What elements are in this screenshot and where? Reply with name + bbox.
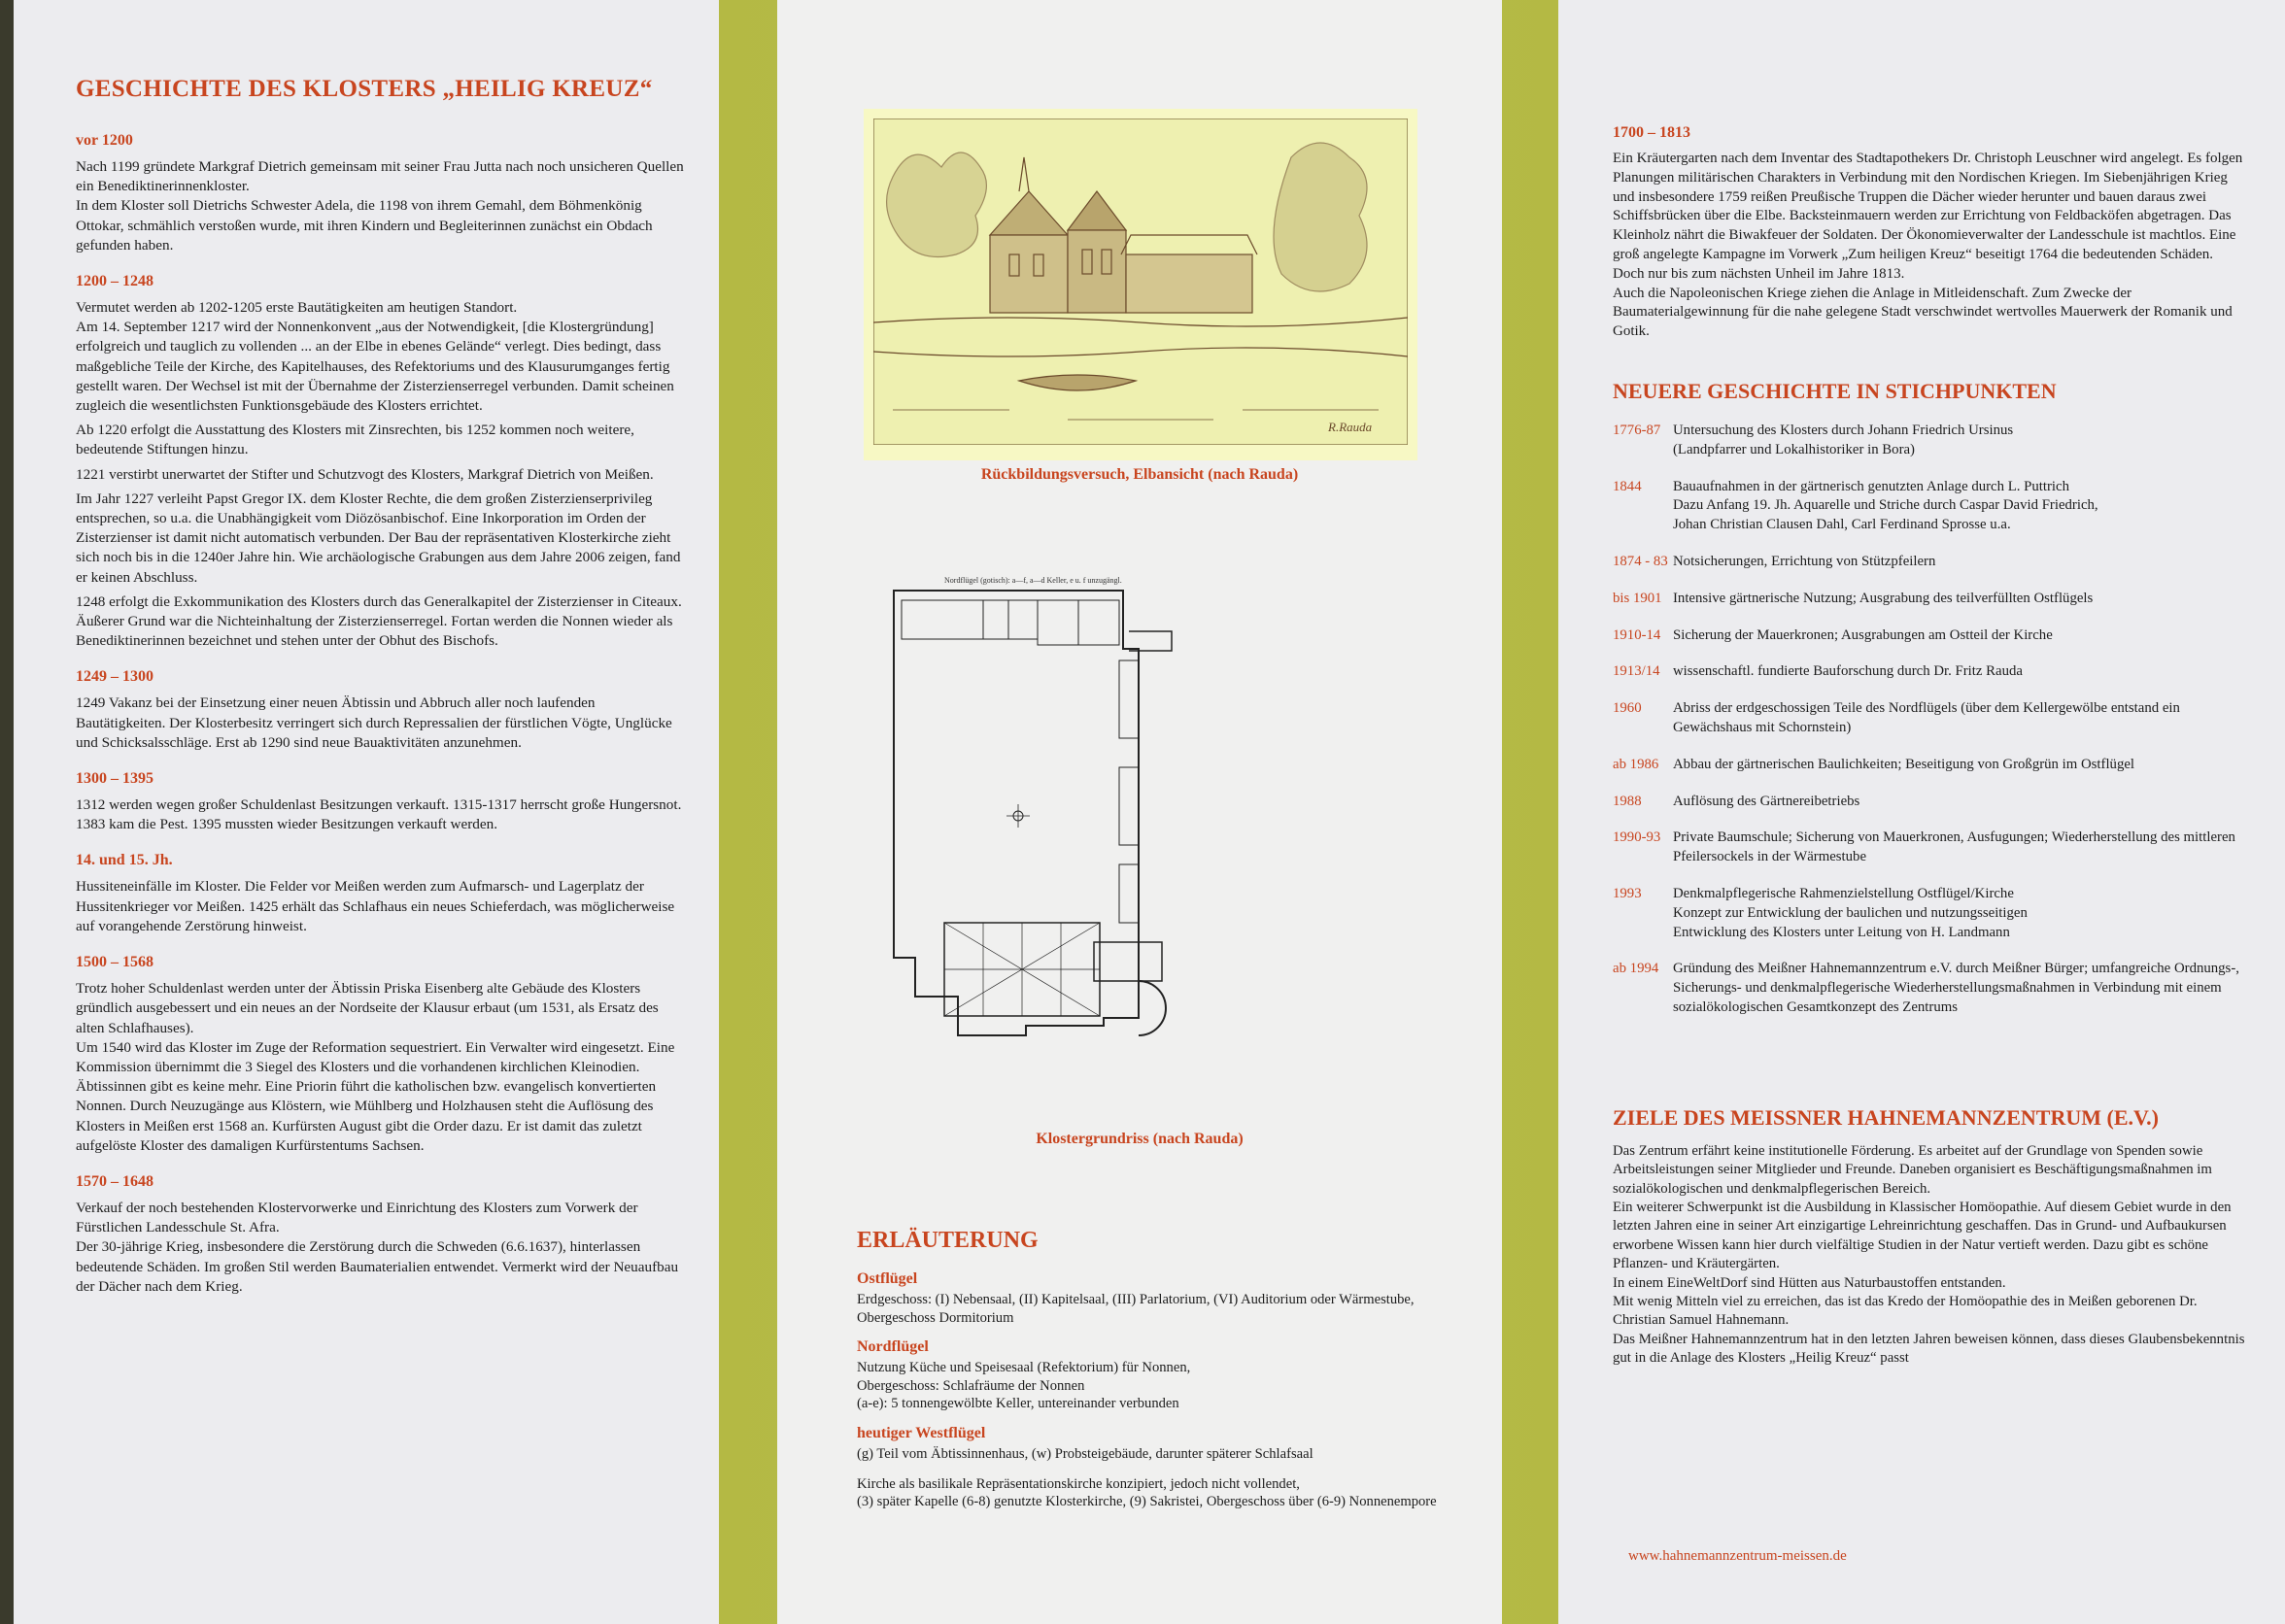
timeline-text: wissenschaftl. fundierte Bauforschung durch Dr. Fritz Rauda	[1673, 663, 2023, 680]
timeline-row	[1613, 553, 2246, 572]
monastery-floor-plan	[886, 573, 1181, 1053]
history-title: GESCHICHTE DES KLOSTERS „HEILIG KREUZ“	[76, 76, 653, 102]
timeline-text: Notsicherungen, Errichtung von Stützpfeilern	[1673, 553, 1936, 569]
section-year: 14. und 15. Jh.	[76, 852, 173, 869]
explanation-text: Nutzung Küche und Speisesaal (Refektorium) für Nonnen, Obergeschoss: Schlafräume der Nonnen (a-e): 5 tonnengewölbte Keller, untereinander verbunden	[857, 1360, 1191, 1412]
timeline-title: NEUERE GESCHICHTE IN STICHPUNKTEN	[1613, 378, 2057, 403]
explanation-list	[857, 1270, 1440, 1523]
section-paragraph: 1221 verstirbt unerwartet der Stifter und Schutzvogt des Klosters, Markgraf Dietrich von Meißen.	[76, 465, 654, 483]
timeline-text: Sicherung der Mauerkronen; Ausgrabungen am Ostteil der Kirche	[1673, 626, 2053, 643]
history-panel	[14, 0, 719, 1624]
timeline-year: 1913/14	[1613, 663, 1660, 680]
goals-title: ZIELE DES MEISSNER HAHNEMANNZENTRUM (E.V.)	[1613, 1104, 2159, 1130]
timeline-year: 1910-14	[1613, 626, 1661, 643]
section-paragraph: Hussiteneinfälle im Kloster. Die Felder vor Meißen werden zum Aufmarsch- und Lagerplatz der Hussitenkrieger vor Meißen. 1425 erhält das Schlafhaus ein neues Schieferdach, was möglicherweise auf vorangehende Zerstörung hinweist.	[76, 878, 675, 934]
section-paragraph: Nach 1199 gründete Markgraf Dietrich gemeinsam mit seiner Frau Jutta nach noch unsicheren Quellen ein Benediktinerinnenkloster. In dem Kloster soll Dietrichs Schwester Adela, die 1198 von ihrem Gemahl, dem Böhmenkönig Ottokar, schmählich verstoßen wurde, mit ihren Kindern und Begleiterinnen zunächst ein Obdach gefunden haben.	[76, 158, 684, 254]
timeline-text: Private Baumschule; Sicherung von Mauerkronen, Ausfugungen; Wiederherstellung des mittleren Pfeilersockels in der Wärmestube	[1673, 829, 2235, 865]
left-edge-shadow	[0, 0, 14, 1624]
section-year: 1249 – 1300	[76, 668, 153, 686]
timeline-row	[1613, 478, 2246, 535]
intro-text: Ein Kräutergarten nach dem Inventar des Stadtapothekers Dr. Christoph Leuschner wird angelegt. Es folgen Planungen militärischen Charakters in Verbindung mit den Nordischen Kriegen. Im Siebenjährigen Krieg und insbesondere 1759 reißen Preußische Truppen die Dächer wieder herunter und bauen daraus zwei Schiffsbrücken über die Elbe. Backsteinmauern werden zur Errichtung von Feldbacköfen abgetragen. Das Kleinholz nährt die Biwakfeuer der Soldaten. Der Ökonomieverwalter der Landesschule ist machtlos. Eine groß angelegte Kampagne im Vorwerk „Zum heiligen Kreuz“ beseitigt 1764 die bedeutenden Schäden. Doch nur bis zum nächsten Unheil im Jahre 1813. Auch die Napoleonischen Kriege ziehen die Anlage in Mitleidenschaft. Zum Zwecke der Baumaterialgewinnung für die nahe gelegene Stadt verschwindet wertvolles Mauerwerk der Romanik und Gotik.	[1613, 151, 2243, 340]
timeline-row	[1613, 960, 2246, 1017]
timeline-text: Abriss der erdgeschossigen Teile des Nordflügels (über dem Kellergewölbe entstand ein Gewächshaus mit Schornstein)	[1673, 700, 2180, 735]
illustration-panel	[777, 0, 1502, 1624]
section-paragraph: Ab 1220 erfolgt die Ausstattung des Klosters mit Zinsrechten, bis 1252 kommen noch weitere, bedeutende Stiftungen hinzu.	[76, 422, 634, 458]
timeline-text: Gründung des Meißner Hahnemannzentrum e.V. durch Meißner Bürger; umfangreiche Ordnungs-, Sicherungs- und denkmalpflegerische Wiederherstellungsmaßnahmen in Verbindung mit einem sozialökologischen Gesamtkonzept des Zentrums	[1673, 961, 2239, 1015]
explanation-text: Kirche als basilikale Repräsentationskirche konzipiert, jedoch nicht vollendet, (3) später Kapelle (6-8) genutzte Klosterkirche, (9) Sakristei, Obergeschoss über (6-9) Nonnenempore	[857, 1475, 1437, 1510]
timeline-year: bis 1901	[1613, 590, 1662, 606]
timeline-row	[1613, 626, 2246, 646]
goals-text: Das Zentrum erfährt keine institutionelle Förderung. Es arbeitet auf der Grundlage von Spenden sowie Arbeitsleistungen seiner Mitglieder und Freunde. Daneben organisiert es Beschäftigungsmaßnahmen im sozialökologischen und denkmalpflegerischen Bereich. Ein weiterer Schwerpunkt ist die Ausbildung in Klassischer Homöopathie. Auf diesem Gebiet wurde in den letzten Jahren eine in seiner Art einzigartige Lehreinrichtung geschaffen. Das in Grund- und Aufbaukursen erworbene Wissen kann hier durch vielfältige Studien in der Natur vertieft werden. Dazu gibt es schöne Pflanzen- und Kräutergärten. In einem EineWeltDorf sind Hütten aus Naturbaustoffen entstanden. Mit wenig Mitteln viel zu erreichen, das ist das Kredo der Homöopathie des in Meißen geborenen Dr. Christian Samuel Hahnemann. Das Meißner Hahnemannzentrum hat in den letzten Jahren beweisen können, dass dieses Glaubensbekenntnis gut in die Anlage des Klosters „Heilig Kreuz“ passt	[1613, 1142, 2245, 1367]
section-paragraph: Trotz hoher Schuldenlast werden unter der Äbtissin Priska Eisenberg alte Gebäude des Klosters gründlich ausgebessert und ein neues an der Nordseite der Klausur erbaut (um 1531, als Ersatz des alten Schlafhauses). Um 1540 wird das Kloster im Zuge der Reformation sequestriert. Ein Verwalter wird eingesetzt. Eine Kommission übernimmt die 3 Siegel des Klosters und die vorhandenen kirchlichen Kleinodien. Äbtissinnen gibt es keine mehr. Eine Priorin führt die katholischen bzw. evangelisch konvertierten Nonnen. Durch Neuzugänge aus Klöstern, wie Mühlberg und Holzhausen steht die Auflösung des Klosters in Meißen erst 1568 an. Kurfürsten August gibt die Order dazu. Er ist damit das zuletzt aufgelöste Kloster des damaligen Kurfürstentums Sachsen.	[76, 980, 675, 1154]
website-link[interactable]: www.hahnemannzentrum-meissen.de	[1628, 1548, 1847, 1564]
timeline-text: Bauaufnahmen in der gärtnerisch genutzten Anlage durch L. Puttrich Dazu Anfang 19. Jh. Aquarelle und Striche durch Caspar David Friedrich, Johan Christian Clausen Dahl, Carl Ferdinand Sprosse u.a.	[1673, 478, 2098, 533]
explanation-title: ERLÄUTERUNG	[857, 1228, 1039, 1253]
timeline-row	[1613, 793, 2246, 812]
plan-header: Nordflügel (gotisch): a—f, a—d Keller, e u. f unzugängl.	[944, 576, 1122, 585]
section-paragraph: 1249 Vakanz bei der Einsetzung einer neuen Äbtissin und Abbruch aller noch laufenden Bautätigkeiten. Der Klosterbesitz verringert sich durch Repressalien der fürstlichen Vögte, Unglücke und Schicksalsschläge. Erst ab 1290 sind neue Bauaktivitäten anzunehmen.	[76, 694, 672, 751]
section-year: 1200 – 1248	[76, 273, 153, 290]
section-paragraph: Verkauf der noch bestehenden Klostervorwerke und Einrichtung des Klosters zum Vorwerk der Fürstlichen Landesschule St. Afra. Der 30-jährige Krieg, insbesondere die Zerstörung durch die Schweden (6.6.1637), hinterlassen bedeutende Schäden. Im großen Stil werden Baumaterialien entwendet. Vermerkt wird der Neuaufbau der Dächer nach dem Krieg.	[76, 1199, 679, 1295]
section-year: 1500 – 1568	[76, 954, 153, 971]
explanation-heading: Ostflügel	[857, 1270, 918, 1287]
timeline-year: 1988	[1613, 793, 1642, 809]
recent-history-panel	[1558, 0, 2285, 1624]
section-paragraph: 1312 werden wegen großer Schuldenlast Besitzungen verkauft. 1315-1317 herrscht große Hungersnot. 1383 kam die Pest. 1395 mussten wieder Besitzungen verkauft werden.	[76, 796, 682, 833]
timeline-text: Denkmalpflegerische Rahmenzielstellung Ostflügel/Kirche Konzept zur Entwicklung der baulichen und nutzungsseitigen Entwicklung des Klosters unter Leitung von H. Landmann	[1673, 885, 2028, 940]
timeline-year: 1874 - 83	[1613, 553, 1668, 569]
timeline-text: Intensive gärtnerische Nutzung; Ausgrabung des teilverfüllten Ostflügels	[1673, 590, 2094, 606]
timeline-row	[1613, 662, 2246, 682]
explanation-text: Erdgeschoss: (I) Nebensaal, (II) Kapitelsaal, (III) Parlatorium, (VI) Auditorium oder Wärmestube, Obergeschoss Dormitorium	[857, 1292, 1415, 1326]
plan-caption: Klostergrundriss (nach Rauda)	[1036, 1131, 1244, 1147]
timeline-year: 1960	[1613, 700, 1642, 717]
section-paragraph: 1248 erfolgt die Exkommunikation des Klosters durch das Generalkapitel der Zisterzienser in Citeaux. Äußerer Grund war die Nichteinhaltung der Zisterzienserregel. Fortan werden die Nonnen wieder als Benediktinerinnen bezeichnet und stehen unter der Obhut des Bischofs.	[76, 592, 682, 650]
timeline-row	[1613, 885, 2246, 942]
timeline-text: Auflösung des Gärtnereibetriebs	[1673, 793, 1860, 809]
section-year: vor 1200	[76, 132, 133, 149]
timeline-year: 1993	[1613, 885, 1642, 901]
timeline-row	[1613, 590, 2246, 609]
section-paragraph: Vermutet werden ab 1202-1205 erste Bautätigkeiten am heutigen Standort. Am 14. September 1217 wird der Nonnenkonvent „aus der Notwendigkeit, [die Klostergründung] erfolgreich und tauglich zu vollenden ... an der Elbe in ebenes Gelände“ verlegt. Dies bedingt, dass maßgebliche Teile der Kirche, des Kapitelhauses, des Refektoriums und des Klausurumganges fertig gestellt waren. Der Wechsel ist mit der Übernahme der Zisterzienserregel verbunden. Damit scheinen zugleich die wesentlichsten Funktionsgebäude des Klosters errichtet.	[76, 299, 674, 415]
timeline-row	[1613, 756, 2246, 775]
timeline-text: Abbau der gärtnerischen Baulichkeiten; Beseitigung von Großgrün im Ostflügel	[1673, 756, 2135, 772]
explanation-text: (g) Teil vom Äbtissinnenhaus, (w) Probsteigebäude, darunter späterer Schlafsaal	[857, 1445, 1313, 1462]
timeline-year: 1844	[1613, 478, 1642, 494]
intro-year: 1700 – 1813	[1613, 124, 1690, 141]
timeline-year: 1990-93	[1613, 829, 1661, 846]
timeline-list	[1613, 422, 2246, 1018]
sketch-signature: R.Rauda	[1328, 420, 1373, 434]
abbey-sketch-image	[864, 109, 1417, 460]
abbey-sketch-drawing	[873, 118, 1408, 445]
section-year: 1570 – 1648	[76, 1172, 153, 1190]
history-sections	[76, 132, 684, 1297]
explanation-heading: heutiger Westflügel	[857, 1424, 986, 1441]
timeline-row	[1613, 699, 2246, 738]
timeline-row	[1613, 422, 2246, 460]
section-year: 1300 – 1395	[76, 770, 153, 788]
explanation-heading: Nordflügel	[857, 1338, 929, 1356]
sketch-caption: Rückbildungsversuch, Elbansicht (nach Rauda)	[980, 466, 1299, 483]
timeline-row	[1613, 829, 2246, 867]
timeline-text: Untersuchung des Klosters durch Johann Friedrich Ursinus (Landpfarrer und Lokalhistoriker in Bora)	[1673, 422, 2014, 457]
timeline-year: 1776-87	[1613, 422, 1661, 438]
timeline-year: ab 1994	[1613, 961, 1659, 977]
section-paragraph: Im Jahr 1227 verleiht Papst Gregor IX. dem Kloster Rechte, die dem großen Zisterzienserprivileg entsprechen, so u.a. die Unabhängigkeit vom Diözösanbischof. Eine Inkorporation im Orden der Zisterzienser ist damit nicht automatisch verbunden. Der Bau der repräsentativen Klosterkirche zieht sich noch bis in die 1240er Jahre hin. Wie archäologische Grabungen aus dem Jahre 2006 zeigen, fand er keinen Abschluss.	[76, 490, 681, 586]
timeline-year: ab 1986	[1613, 756, 1659, 772]
